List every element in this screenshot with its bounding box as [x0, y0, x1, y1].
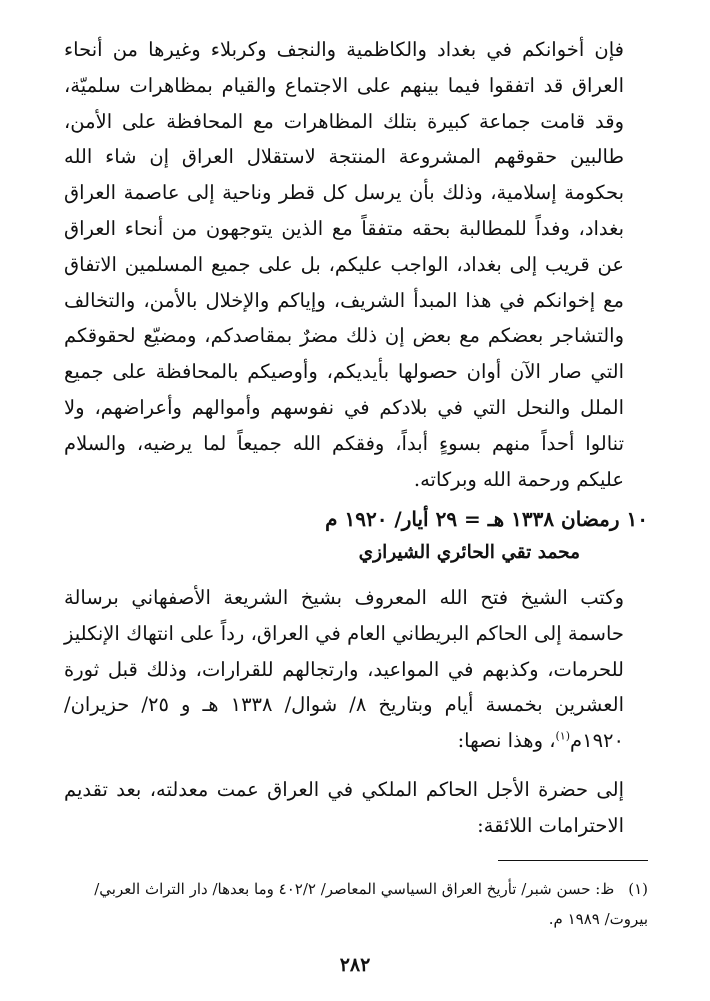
letter-paragraph: فإن أخوانكم في بغداد والكاظمية والنجف وكربلاء وغيرها من أنحاء العراق قد اتفقوا فيما بينهم على الاجتماع والقيام بمظاهرات سلميّة، وقد قامت جماعة كبيرة بتلك المظاهرات مع المحافظة على الأمن، طالبين حقوقهم المشروعة المنتجة لاستقلال العراق إن شاء الله بحكومة إسلامية، وذلك بأن يرسل كل قطر وناحية إلى عاصمة العراق بغداد، وفداً للمطالبة بحقه متفقاً مع الذين يتوجهون من أنحاء العراق عن قريب إلى بغداد، الواجب عليكم، بل على جميع المسلمين الاتفاق مع إخوانكم في هذا المبدأ الشريف، وإياكم والإخلال بالأمن، والتخالف والتشاجر بعضكم مع بعض إن ذلك مضرٌ بمقاصدكم، ومضيّع لحقوقكم التي صار الآن أوان حصولها بأيديكم، وأوصيكم بالمحافظة على جميع الملل والنحل التي في بلادكم في نفوسهم وأموالهم وأعراضهم، ولا تنالوا أحداً منهم بسوءٍ أبداً، وفقكم الله جميعاً لما يرضيه، والسلام عليكم ورحمة الله وبركاته. [64, 38, 624, 491]
footnote-reference: (١) [555, 729, 571, 743]
letter-opening-paragraph: إلى حضرة الأجل الحاكم الملكي في العراق عمت معدلته، بعد تقديم الاحترامات اللائقة: [64, 778, 624, 837]
narrative-text: وكتب الشيخ فتح الله المعروف بشيخ الشريعة الأصفهاني برسالة حاسمة إلى الحاكم البريطاني العام في العراق، رداً على انتهاك الإنكليز للحرمات، وكذبهم في المواعيد، وارتجالهم للقرارات، وذلك قبل ثورة العشرين بخمسة أيام وبتاريخ ٨/ شوال/ ١٣٣٨ هـ و ٢٥/ حزيران/ ١٩٢٠م [64, 586, 624, 753]
footnote [64, 874, 648, 934]
letter-signature: محمد تقي الحائري الشيرازي [358, 542, 580, 563]
footnote-divider [498, 860, 648, 861]
narrative-paragraph [64, 580, 648, 759]
narrative-tail: ، وهذا نصها: [457, 729, 556, 753]
page-number: ٢٨٢ [339, 954, 371, 976]
footnote-text: ظ: حسن شبر/ تأريخ العراق السياسي المعاصر/ ٤٠٢/٢ وما بعدها/ دار التراث العربي/ بيروت/ ١٩٨٩ م. [94, 880, 648, 928]
letter-date: ١٠ رمضان ١٣٣٨ هـ = ٢٩ أيار/ ١٩٢٠ م [325, 507, 648, 531]
footnote-marker: (١) [628, 880, 648, 898]
